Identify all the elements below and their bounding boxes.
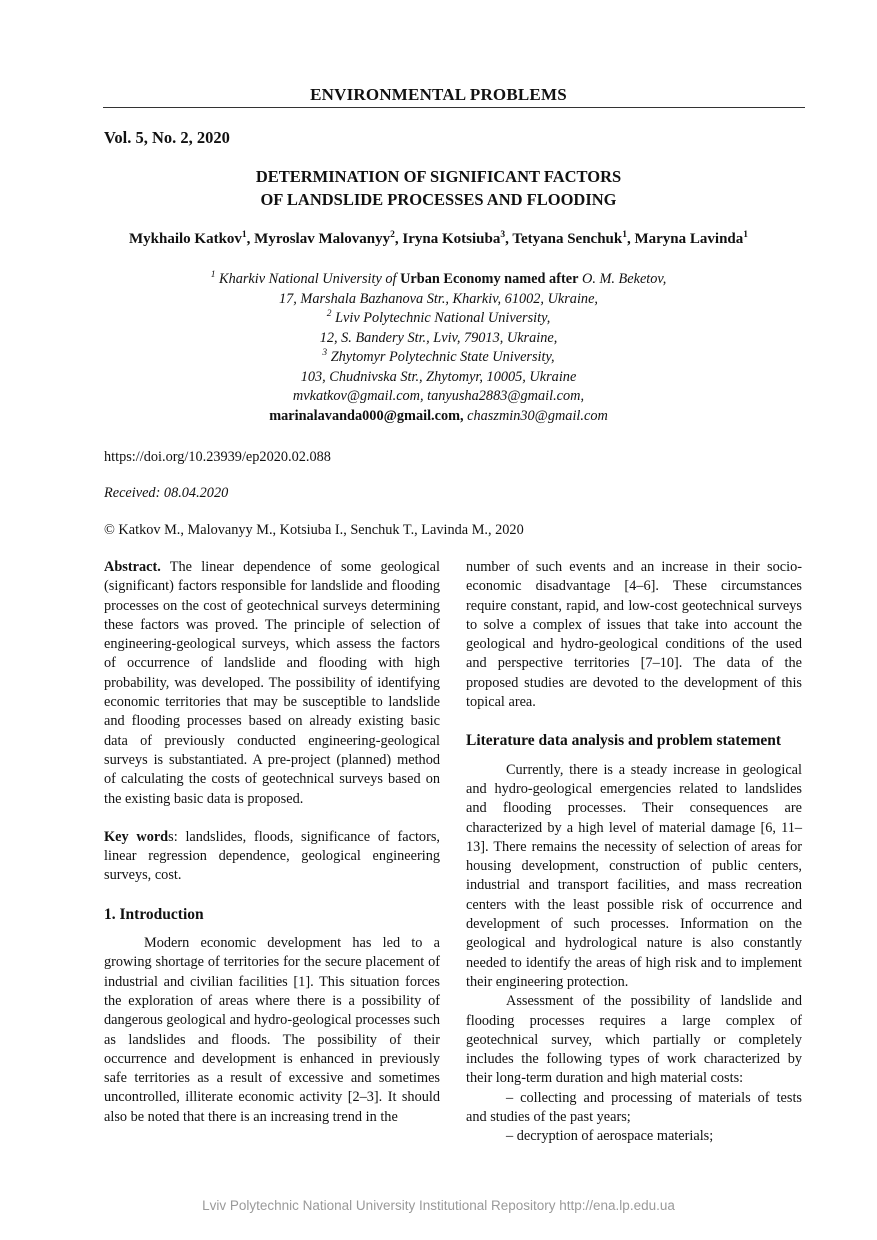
affiliation-1 xyxy=(0,270,877,290)
repository-footer: Lviv Polytechnic National University Institutional Repository http://ena.lp.edu.ua xyxy=(202,1198,675,1213)
affiliation-3-address: 103, Chudnivska Str., Zhytomyr, 10005, Ukraine xyxy=(300,368,577,385)
email-last[interactable]: chaszmin30@gmail.com xyxy=(463,407,608,424)
keywords xyxy=(104,828,440,886)
keywords-label: Key word xyxy=(104,828,169,845)
email-bold[interactable]: marinalavanda000@gmail.com, xyxy=(269,407,464,424)
affiliation-2-address: 12, S. Bandery Str., Lviv, 79013, Ukraine, xyxy=(319,329,558,346)
keywords-label-tail: s: xyxy=(168,828,178,845)
affil-sup: 1 xyxy=(210,270,216,281)
doi-link[interactable]: https://doi.org/10.23939/ep2020.02.088 xyxy=(104,449,331,465)
author-sup: 2 xyxy=(390,230,395,240)
literature-heading: Literature data analysis and problem statement xyxy=(466,732,782,750)
author-name: Tetyana Senchuk xyxy=(512,231,623,247)
paper-title xyxy=(0,165,877,211)
affiliations xyxy=(0,270,877,426)
abstract-label: Abstract. xyxy=(104,559,161,575)
affil-text: O. M. Beketov, xyxy=(578,271,667,287)
author-sup: 1 xyxy=(241,230,247,240)
abstract-text: The linear dependence of some geological (significant) factors responsible for landslide and flooding processes on the cost of geotechnical surveys determining these factors was proved. The principle of selection of engineering-geological surveys, which assess the factors of occurrence of landslide and flooding with high probability, was developed. The possibility of identifying economic territories that may be susceptible to landslide and flooding processes based on already existing basic data of previously conducted engineering-geological surveys is substantiated. A pre-project (planned) method of calculating the costs of geotechnical surveys based on the existing basic data is proposed. xyxy=(104,559,440,807)
introduction-paragraph: Modern economic development has led to a growing shortage of territories for the secure placement of industrial and civilian facilities [1]. This situation forces the exploration of areas where there is a possibility of dangerous geological and hydro-geological processes such as landslides and floods. The possibility of their occurrence and development is enhanced in previously safe territories as a result of excessive and sometimes uncontrolled, illiterate economic activity [2–3]. It should also be noted that there is an increasing trend in the xyxy=(104,935,440,1125)
affil-bold: Urban Economy named after xyxy=(400,271,579,287)
list-item: – collecting and processing of materials of tests and studies of the past years; xyxy=(466,1089,802,1126)
author-list: Mykhailo Katkov$^1$, Myroslav Malovanyy$^2$, Iryna Kotsiuba$^3$, Tetyana Senchuk$^1$, Maryna Lavinda$^1$ xyxy=(128,230,748,247)
literature-paragraph-2: Assessment of the possibility of landslide and flooding processes requires a large complex of geotechnical survey, which partially or completely includes the following types of work characterized by their long-term duration and high material costs: xyxy=(466,993,802,1087)
author-sup: 3 xyxy=(500,230,506,240)
emails-line-1: mvkatkov@gmail.com, tanyusha2883@gmail.com, xyxy=(292,388,585,404)
affiliation-1-address: 17, Marshala Bazhanova Str., Kharkiv, 61002, Ukraine, xyxy=(278,290,598,307)
copyright: © Katkov M., Malovanyy M., Kotsiuba I., Senchuk T., Lavinda M., 2020 xyxy=(104,522,524,538)
author-sup: 1 xyxy=(622,230,627,240)
affil-text: Kharkiv National University of xyxy=(219,271,401,287)
received-date: Received: 08.04.2020 xyxy=(104,485,229,501)
left-column xyxy=(104,558,440,1127)
keywords-text: landslides, floods, significance of factors, linear regression dependence, geological engineering surveys, cost. xyxy=(104,828,440,884)
emails-line-2 xyxy=(0,407,877,427)
title-line-2: OF LANDSLIDE PROCESSES AND FLOODING xyxy=(260,190,617,209)
title-line-1: DETERMINATION OF SIGNIFICANT FACTORS xyxy=(255,167,622,186)
right-column xyxy=(466,558,802,1147)
list-item: – decryption of aerospace materials; xyxy=(506,1128,714,1145)
author-sup: 1 xyxy=(743,230,748,240)
literature-paragraph-1: Currently, there is a steady increase in geological and hydro-geological emergencies related to landslides and flooding processes. Their consequences are characterized by a high level of material damage [6, 11–13]. There remains the necessity of selection of areas for housing development, construction of public centers, industrial and transport facilities, and mass recreation centers with the least possible risk of occurrence and development of such processes. Information on the geological and hydrological nature is also constantly needed to identify the areas of high risk and to implement their engineering protection. xyxy=(466,761,802,990)
author-name: Myroslav Malovanyy xyxy=(254,231,391,247)
author-name: Iryna Kotsiuba xyxy=(402,231,501,247)
affil-sup: 3 xyxy=(322,348,328,359)
affil-sup: 2 xyxy=(326,309,332,320)
affiliation-3 xyxy=(0,348,877,368)
introduction-paragraph-cont: number of such events and an increase in their socio-economic disadvantage [4–6]. These circumstances require constant, rapid, and low-cost geotechnical surveys to solve a complex of issues that take into account the geological and hydro-geological conditions of the used and perspective territories [7–10]. The data of the proposed studies are devoted to the development of this topical area. xyxy=(466,559,802,711)
volume-info: Vol. 5, No. 2, 2020 xyxy=(104,128,230,147)
affil-text: Zhytomyr Polytechnic State University, xyxy=(330,349,555,365)
abstract xyxy=(104,558,440,809)
header-rule xyxy=(103,107,805,108)
introduction-heading: 1. Introduction xyxy=(104,905,204,923)
author-name: Mykhailo Katkov xyxy=(128,231,242,247)
author-name: Maryna Lavinda xyxy=(634,231,744,247)
journal-name: ENVIRONMENTAL PROBLEMS xyxy=(310,85,567,104)
affiliation-2 xyxy=(0,309,877,329)
affil-text: Lviv Polytechnic National University, xyxy=(335,310,551,326)
